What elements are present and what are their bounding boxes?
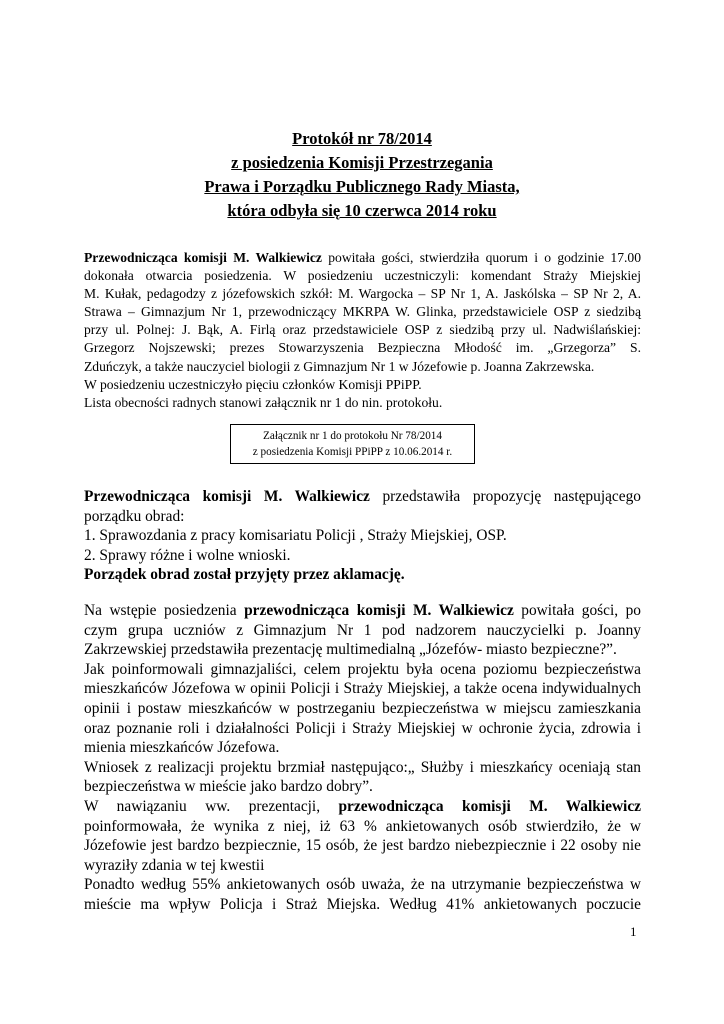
body-line: Na wstępie posiedzenia przewodnicząca komisji M. Walkiewicz powitała gości, po [84,602,641,619]
intro-line: Strawa – Gimnazjum Nr 1, przewodniczący MKRPA W. Glinka, przedstawiciele OSP z siedzibą [84,304,641,320]
body-line: oraz poznanie roli i działalności Policji i Straży Miejskiej w ochronie życia, zdrowia i [84,719,641,737]
body-line: Jak poinformowali gimnazjaliści, celem projektu była ocena poziomu bezpieczeństwa [84,660,641,678]
page-number: 1 [630,924,637,939]
agenda-line: Przewodnicząca komisji M. Walkiewicz przedstawiła propozycję następującego [84,488,641,505]
attachment-line-2: z posiedzenia Komisji PPiPP z 10.06.2014 r. [252,446,453,458]
protocol-title [0,127,724,223]
agenda-section [84,487,641,585]
body-line: Ponadto według 55% ankietowanych osób uważa, że na utrzymanie bezpieczeństwa w [84,876,641,894]
body-line: W nawiązaniu ww. prezentacji, przewodnicząca komisji M. Walkiewicz [84,797,641,815]
body-line: bezpieczeństwa w mieście jako bardzo dobry”. [84,778,373,796]
body-line: poinformowała, że wynika z niej, iż 63 % ankietowanych osób stwierdziło, że w [84,817,641,835]
agenda-accepted: Porządek obrad został przyjęty przez aklamację. [84,566,405,584]
chair-name: przewodnicząca komisji M. Walkiewicz [244,602,514,619]
body-section [84,601,641,915]
intro-line: Lista obecności radnych stanowi załącznik nr 1 do nin. protokołu. [84,394,443,410]
title-line-2: z posiedzenia Komisji Przestrzegania [231,153,493,172]
chair-name: przewodnicząca komisji M. Walkiewicz [338,797,641,815]
intro-line: M. Kułak, pedagodzy z józefowskich szkół: M. Wargocka – SP Nr 1, A. Jaskólska – SP Nr 2, A. [84,286,641,302]
agenda-line: porządku obrad: [84,507,185,525]
chair-name: Przewodnicząca komisji M. Walkiewicz [84,250,322,265]
chair-name: Przewodnicząca komisji M. Walkiewicz [84,488,370,505]
body-line: Józefowie jest bardzo bezpiecznie, 15 osób, że jest bardzo niebezpiecznie i 22 osoby nie [84,837,641,855]
title-line-4: która odbyła się 10 czerwca 2014 roku [227,201,497,220]
intro-line: Grzegorz Nojszewski; prezes Stowarzyszenia Bezpieczna Młodość im. „Grzegorza” S. [84,340,641,356]
intro-line: Przewodnicząca komisji M. Walkiewicz powitała gości, stwierdziła quorum i o godzinie 17.00 [84,250,642,265]
body-line: mieście ma wpływ Policja i Straż Miejska. Według 41% ankietowanych poczucie [84,895,641,913]
intro-line: W posiedzeniu uczestniczyło pięciu członków Komisji PPiPP. [84,376,422,392]
attachment-box [230,424,475,464]
agenda-item-1: 1. Sprawozdania z pracy komisariatu Policji , Straży Miejskiej, OSP. [84,527,507,545]
title-line-3: Prawa i Porządku Publicznego Rady Miasta, [204,177,520,196]
agenda-item-2: 2. Sprawy różne i wolne wnioski. [84,546,291,564]
body-line: wyraziły zdania w tej kwestii [84,856,265,874]
body-line: opinii i postaw mieszkańców w postrzeganiu bezpieczeństwa w miejscu zamieszkania [84,699,641,717]
body-line: czym grupa uczniów z Gimnazjum Nr 1 pod nadzorem nauczycielki p. Joanny [84,621,641,639]
title-line-1: Protokół nr 78/2014 [292,129,432,148]
intro-line: przy ul. Polnej: J. Bąk, A. Firlą oraz przedstawiciele OSP z siedzibą przy ul. Nadwiślańskiej: [84,322,641,338]
body-line: Wniosek z realizacji projektu brzmiał następująco:„ Służby i mieszkańcy oceniają stan [84,758,641,776]
body-line: mienia mieszkańców Józefowa. [84,739,280,757]
intro-line: Zduńczyk, a także nauczyciel biologii z Gimnazjum Nr 1 w Józefowie p. Joanna Zakrzewska. [84,358,595,374]
attachment-line-1: Załącznik nr 1 do protokołu Nr 78/2014 [263,430,442,442]
body-line: Zakrzewskiej przedstawiła prezentację multimedialną „Józefów- miasto bezpieczne?”. [84,641,617,659]
body-line: mieszkańców Józefowa w opinii Policji i Straży Miejskiej, a także ocena indywidualnych [84,680,641,698]
intro-line: dokonała otwarcia posiedzenia. W posiedzeniu uczestniczyli: komendant Straży Miejskiej [84,268,641,284]
intro-paragraph [84,249,641,412]
